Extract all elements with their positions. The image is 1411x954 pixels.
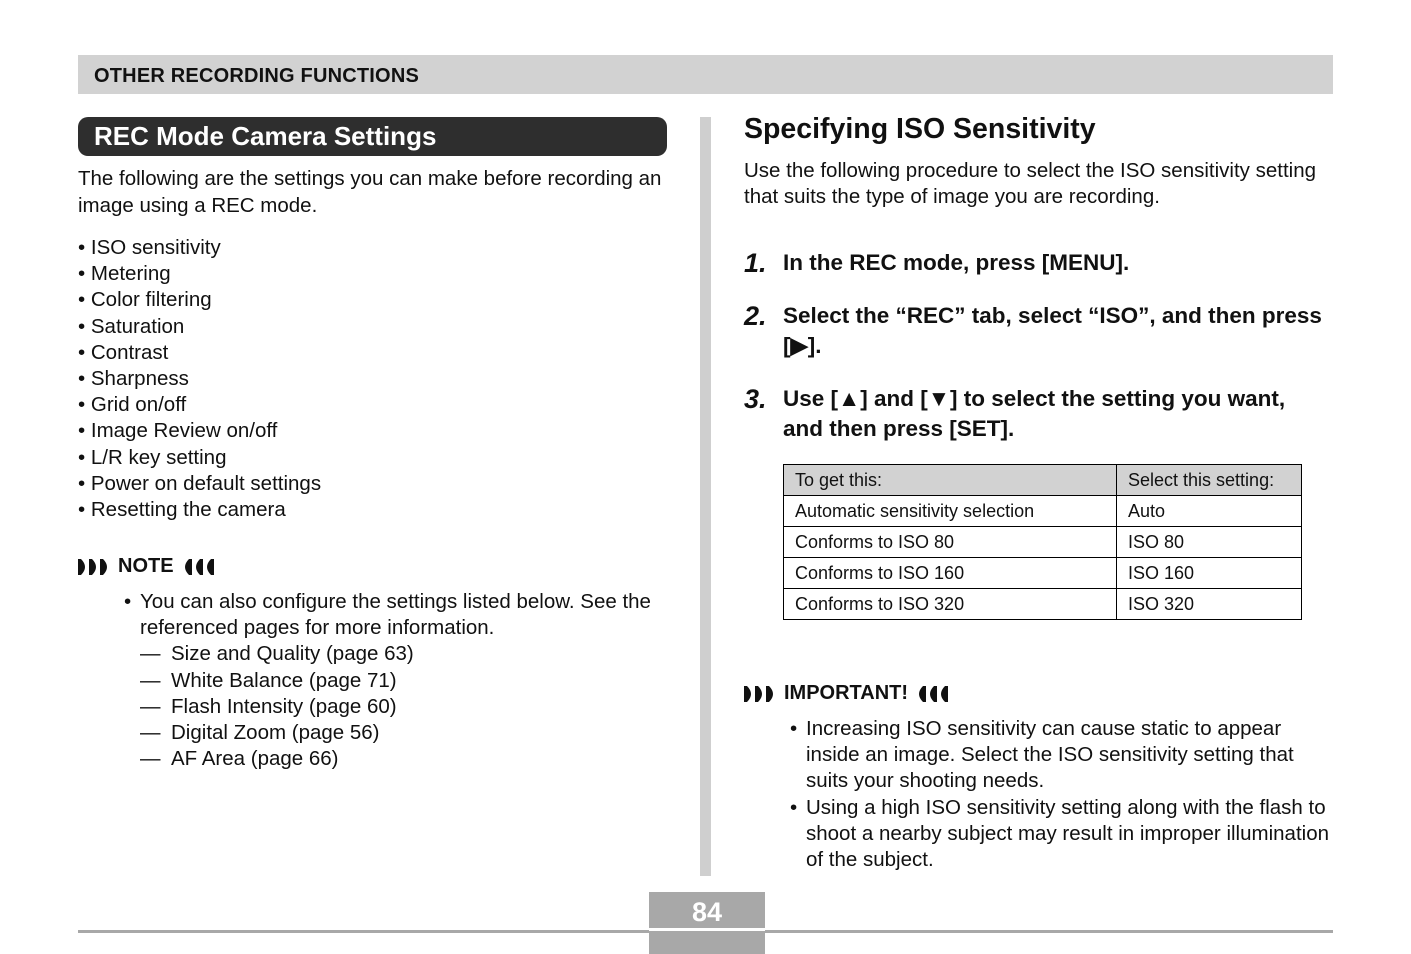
iso-section-title: Specifying ISO Sensitivity <box>744 113 1096 145</box>
step-text: Select the “REC” tab, select “ISO”, and then press [▶]. <box>783 303 1322 358</box>
list-item: • Sharpness <box>78 367 189 391</box>
step-number: 3. <box>744 384 767 414</box>
iso-settings-table <box>783 464 1302 620</box>
step-text: Use [▲] and [▼] to select the setting you want, and then press [SET]. <box>783 386 1286 441</box>
note-label: NOTE <box>118 555 174 577</box>
table-cell: ISO 320 <box>1117 589 1302 620</box>
note-close-mark-icon <box>183 559 214 575</box>
rec-mode-intro: The following are the settings you can make before recording an image using a REC mode. <box>78 167 662 217</box>
important-list <box>790 716 1335 873</box>
column-divider <box>700 117 711 876</box>
important-label: IMPORTANT! <box>784 682 909 704</box>
table-cell: Conforms to ISO 80 <box>784 527 1117 558</box>
table-cell: ISO 80 <box>1117 527 1302 558</box>
step-number: 1. <box>744 248 767 278</box>
step-text: In the REC mode, press [MENU]. <box>783 250 1130 275</box>
table-row <box>784 496 1302 527</box>
note-body: • You can also configure the settings listed below. See the referenced pages for more information. — Size and Quality (page 63) — White Balance (page 71) — Flash Intensity (page 60) — Digital Zoom (page 56) — AF Area (page 66) <box>124 589 684 772</box>
list-item: • Increasing ISO sensitivity can cause static to appear inside an image. Select the ISO sensitivity setting that suits your shooting needs. <box>790 717 1294 793</box>
important-close-mark-icon <box>917 686 948 702</box>
note-page-references <box>124 641 684 772</box>
list-item: • Resetting the camera <box>78 498 286 522</box>
page-number: 84 <box>691 897 723 927</box>
rec-mode-section-title: REC Mode Camera Settings <box>94 121 437 151</box>
important-open-mark-icon <box>744 686 775 702</box>
list-item: • Power on default settings <box>78 471 322 495</box>
step-number: 2. <box>744 301 767 331</box>
note-text: You can also configure the settings listed below. See the referenced pages for more information. <box>140 590 651 640</box>
table-row <box>784 527 1302 558</box>
table-cell: Conforms to ISO 160 <box>784 558 1117 589</box>
step-3 <box>744 384 1323 444</box>
table-cell: Automatic sensitivity selection <box>784 496 1117 527</box>
settings-list <box>78 235 321 523</box>
list-item: • Image Review on/off <box>78 419 278 443</box>
section-header-title: OTHER RECORDING FUNCTIONS <box>94 65 419 87</box>
table-header-row <box>784 465 1302 496</box>
table-cell: Conforms to ISO 320 <box>784 589 1117 620</box>
list-item: • ISO sensitivity <box>78 236 221 259</box>
table-header-cell: To get this: <box>784 465 1117 496</box>
rec-mode-section-bar <box>78 117 667 156</box>
list-item: • Contrast <box>78 340 169 364</box>
table-row <box>784 558 1302 589</box>
table-row <box>784 589 1302 620</box>
section-header-bar <box>78 55 1333 94</box>
list-item: — Flash Intensity (page 60) <box>140 694 397 718</box>
list-item: — Digital Zoom (page 56) <box>140 721 380 745</box>
list-item: • Metering <box>78 262 171 286</box>
list-item: • Color filtering <box>78 288 212 312</box>
list-item: • Saturation <box>78 314 185 338</box>
table-cell: Auto <box>1117 496 1302 527</box>
important-heading <box>744 682 948 705</box>
list-item: — AF Area (page 66) <box>140 747 339 771</box>
step-2 <box>744 301 1323 361</box>
list-item: — Size and Quality (page 63) <box>140 642 414 666</box>
list-item: — White Balance (page 71) <box>140 668 397 692</box>
iso-intro: Use the following procedure to select the ISO sensitivity setting that suits the type of image you are recording. <box>744 159 1317 208</box>
note-open-mark-icon <box>78 559 109 575</box>
table-cell: ISO 160 <box>1117 558 1302 589</box>
list-item: • Grid on/off <box>78 393 187 417</box>
note-heading <box>78 555 214 578</box>
table-header-cell: Select this setting: <box>1117 465 1302 496</box>
step-1 <box>744 248 1323 278</box>
page-number-box <box>649 892 765 954</box>
list-item: • Using a high ISO sensitivity setting along with the flash to shoot a nearby subject may result in improper illumination of the subject. <box>790 795 1330 872</box>
list-item: • L/R key setting <box>78 445 227 469</box>
